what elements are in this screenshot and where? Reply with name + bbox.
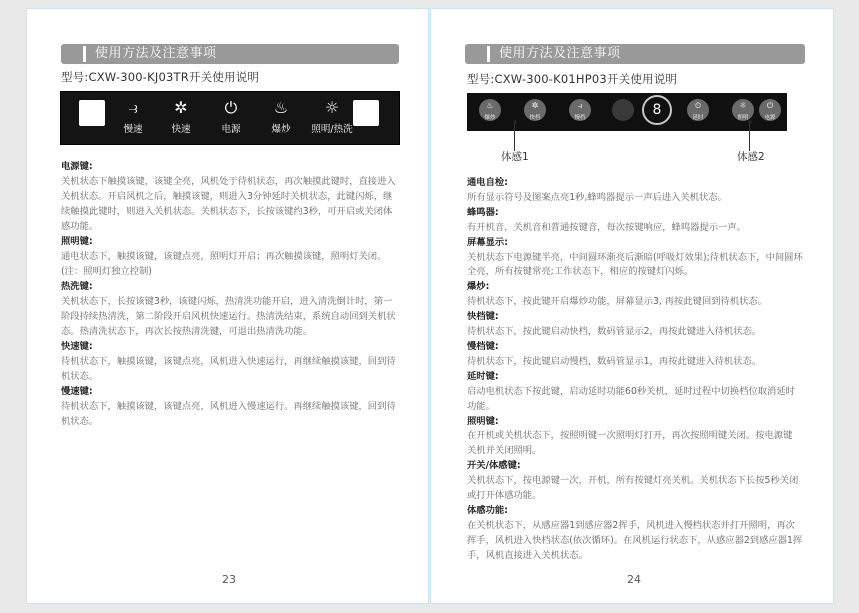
section-text-line: 关机状态。开启风机之后，触摸该键，则进入3分钟延时关机状态，此键闪烁，继	[61, 191, 393, 202]
control-panel-kj03tr	[60, 91, 400, 145]
panel-button-2[interactable]	[569, 99, 591, 121]
panel-button-label: 爆炒	[484, 115, 496, 121]
stir-fry-icon: ♨	[486, 101, 494, 110]
steam-icon: ♨	[273, 98, 289, 117]
section-text-line: 挥手，风机进入快档状态(依次循环)。在风机运行状态下，从感应器2到感应器1挥	[467, 534, 803, 546]
right-instructions	[467, 176, 815, 564]
section-text-line: 关机状态下，长按该键3秒，该键闪烁，热清洗功能开启，进入清洗倒计时，第一	[61, 296, 393, 307]
section-heading: 照明键:	[61, 236, 93, 247]
section-text-line: 态。热清洗状态下，再次长按热清洗键，可退出热清洗功能。	[61, 326, 313, 337]
sensor1-label: 体感1	[501, 151, 529, 163]
panel-button-label: 电源	[764, 115, 776, 121]
section-heading: 慢速键:	[61, 386, 93, 397]
page-number: 23	[222, 573, 236, 586]
panel-button-label: 照明	[737, 115, 749, 121]
section-text-line: 待机状态下，触摸该键，该键点亮，风机进入慢速运行。再继续触摸该键，回到待	[61, 401, 396, 412]
page-24	[430, 8, 834, 604]
section-text-line: 待机状态下，按此键开启爆炒功能，屏幕显示3, 再按此键回到待机状态。	[467, 296, 768, 308]
panel-key-label: 照明/热洗	[311, 124, 353, 135]
power-icon: ⏻	[224, 98, 238, 117]
page-23	[26, 8, 429, 604]
section-text-line: 关机并关闭照明。	[467, 445, 542, 457]
section-header	[465, 44, 805, 64]
sensor1-leader	[514, 123, 515, 151]
section-title: 使用方法及注意事项	[95, 46, 217, 61]
section-heading: 慢档键:	[467, 340, 499, 352]
section-text-line: 手，风机直接进入关机状态。	[467, 549, 588, 561]
section-heading: 快档键:	[467, 311, 499, 323]
fast-icon: ✲	[174, 98, 188, 117]
panel-button-5[interactable]	[759, 99, 781, 121]
panel-key-label: 慢速	[123, 124, 143, 135]
section-heading: 电源键:	[61, 161, 93, 172]
header-tick	[83, 46, 86, 62]
section-heading: 快速键:	[61, 341, 93, 352]
section-text-line: 机状态。	[61, 416, 99, 427]
panel-key-label: 快速	[171, 124, 191, 135]
page-number: 24	[627, 573, 641, 586]
left-instructions	[61, 159, 406, 429]
section-heading: 爆炒:	[467, 281, 490, 293]
section-text-line: 功能。	[467, 400, 495, 412]
section-heading: 延时键:	[467, 370, 499, 382]
section-text-line: (注：照明灯独立控制)	[61, 266, 152, 277]
section-heading: 体感功能:	[467, 504, 508, 516]
power-icon: ⏻	[766, 101, 774, 110]
section-heading: 蜂鸣器:	[467, 206, 499, 218]
section-title: 使用方法及注意事项	[499, 46, 621, 61]
section-heading: 开关/体感键:	[467, 460, 521, 472]
section-header	[61, 44, 399, 64]
section-text-line: 机状态。	[61, 371, 99, 382]
light-icon: ☼	[739, 101, 747, 110]
panel-button-3[interactable]	[687, 99, 709, 121]
sensor2-label: 体感2	[737, 151, 765, 163]
header-tick	[487, 46, 490, 62]
fast-icon: ✲	[531, 101, 539, 110]
section-text-line: 阶段持续热清洗，第二阶段开启风机快速运行。热清洗结束，系统自动回到关机状	[61, 311, 396, 322]
section-text-line: 启动电机状态下按此键，启动延时功能60秒关机，延时过程中切换档位取消延时	[467, 385, 795, 397]
section-heading: 照明键:	[467, 415, 499, 427]
section-text-line: 有开机音，关机音和普通按键音，每次按键响应，蜂鸣器提示一声。	[467, 221, 746, 233]
section-text-line: 关机状态下电源键半亮，中间圆环渐亮后渐暗(呼吸灯效果);待机状态下，中间圆环	[467, 251, 803, 263]
panel-key-label: 爆炒	[271, 124, 291, 135]
panel-key-label: 电源	[221, 124, 241, 135]
section-text-line: 续触摸此键时，则进入关机状态。关机状态下，长按该键约3秒，可开启或关闭体	[61, 206, 393, 217]
section-text-line: 待机状态下，按此键启动慢档，数码管显示1，再按此键进入待机状态。	[467, 355, 762, 367]
section-heading: 热洗键:	[61, 281, 93, 292]
section-text-line: 感功能。	[61, 221, 99, 232]
panel-button-label: 慢档	[574, 115, 586, 121]
slow-icon: ⥽	[577, 101, 583, 110]
section-heading: 通电自检:	[467, 177, 508, 188]
section-text-line: 关机状态下触摸该键，该键全亮，风机处于待机状态，再次触摸此键时，直接进入	[61, 176, 396, 187]
section-heading: 屏幕显示:	[467, 236, 508, 248]
slow-icon: ⥽	[128, 98, 138, 117]
panel-blank-left	[79, 100, 105, 126]
sensor2-leader	[749, 123, 750, 151]
panel-button-label: 快档	[529, 115, 541, 121]
light-icon: ☼	[324, 98, 340, 117]
flame-graphic	[612, 99, 634, 121]
section-text-line: 全亮，所有按键常亮;工作状态下，相应的按键灯闪烁。	[467, 266, 694, 278]
section-text-line: 待机状态下，按此键启动快档，数码管显示2，再按此键进入待机状态。	[467, 326, 762, 338]
section-text-line: 关机状态下，按电源键一次，开机，所有按键灯亮关机。关机状态下长按5秒关闭	[467, 475, 799, 487]
digit-display: 8	[642, 95, 672, 125]
section-text-line: 所有显示符号及图案点亮1秒,蜂鸣器提示一声后进入关机状态。	[467, 191, 727, 203]
section-text-line: 在开机或关机状态下，按照明键一次照明灯打开，再次按照明键关闭。按电源键	[467, 430, 793, 442]
delay-icon: ⏲	[694, 101, 702, 110]
panel-button-1[interactable]	[524, 99, 546, 121]
section-text-line: 在关机状态下，从感应器1到感应器2挥手，风机进入慢档状态并打开照明，再次	[467, 519, 795, 531]
section-text-line: 或打开体感功能。	[467, 490, 542, 502]
model-title: 型号:CXW-300-K01HP03开关使用说明	[467, 72, 678, 86]
panel-button-0[interactable]	[479, 99, 501, 121]
panel-key-4[interactable]	[302, 98, 362, 135]
control-panel-k01hp03	[467, 93, 787, 131]
model-title: 型号:CXW-300-KJ03TR开关使用说明	[61, 70, 260, 84]
section-text-line: 通电状态下，触摸该键，该键点亮，照明灯开启；再次触摸该键，照明灯关闭。	[61, 251, 387, 262]
panel-button-label: 延时	[692, 115, 704, 121]
section-text-line: 待机状态下，触摸该键，该键点亮，风机进入快速运行，再继续触摸该键，回到待	[61, 356, 396, 367]
